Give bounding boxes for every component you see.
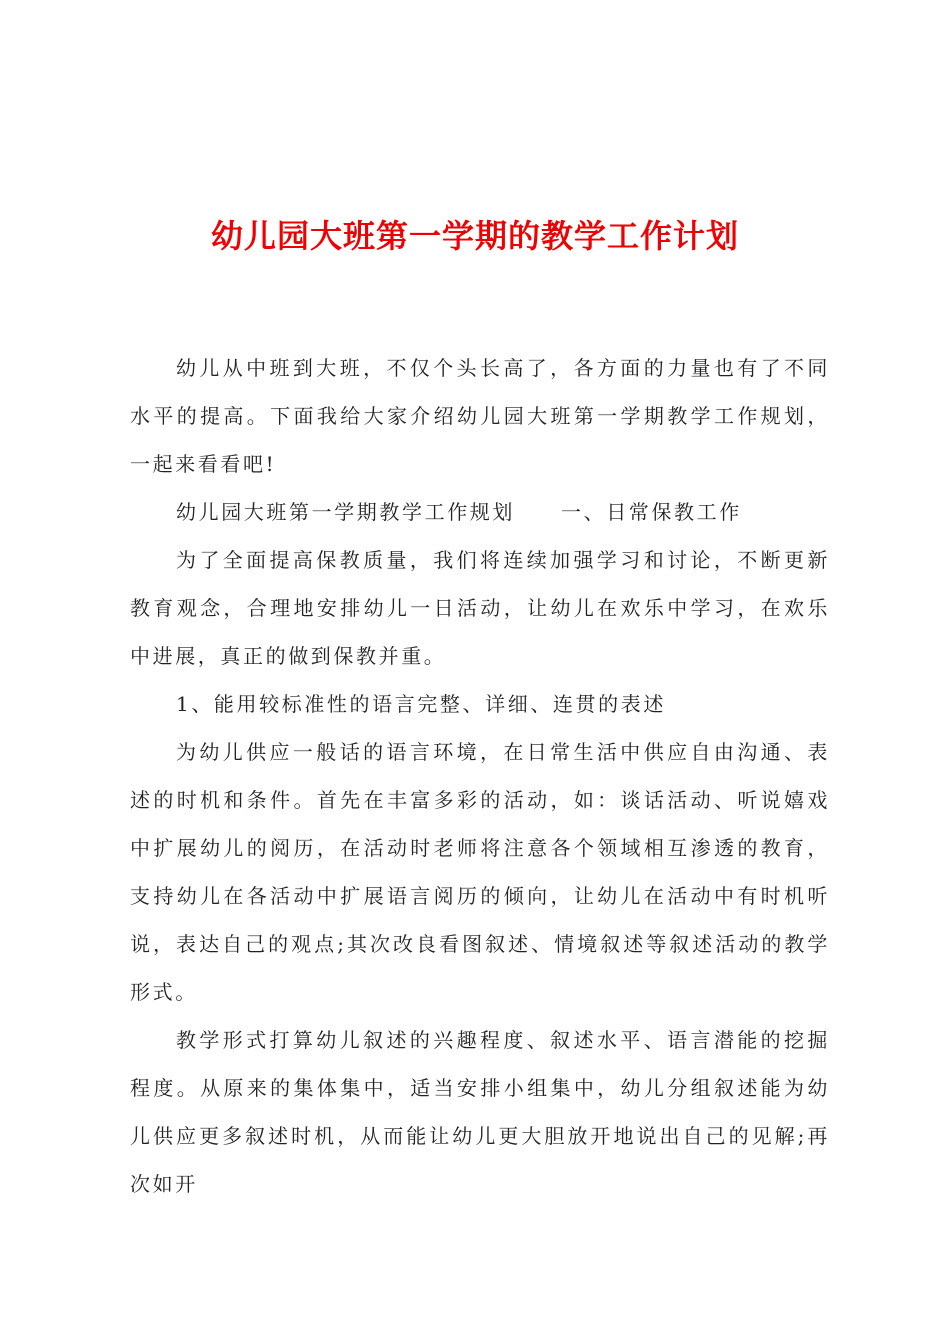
intro-paragraph: 幼儿从中班到大班，不仅个头长高了，各方面的力量也有了不同水平的提高。下面我给大家介绍幼儿园大班第一学期教学工作规划，一起来看看吧!	[130, 356, 830, 476]
plan-heading-line	[130, 488, 830, 536]
item-1-paragraph-2: 教学形式打算幼儿叙述的兴趣程度、叙述水平、语言潜能的挖掘程度。从原来的集体集中，适当安排小组集中，幼儿分组叙述能为幼儿供应更多叙述时机，从而能让幼儿更大胆放开地说出自己的见解;再次如开	[130, 1028, 830, 1196]
section-heading: 一、日常保教工作	[561, 500, 742, 524]
item-1-heading: 1、能用较标准性的语言完整、详细、连贯的表述	[176, 692, 666, 716]
plan-heading: 幼儿园大班第一学期教学工作规划	[176, 500, 515, 524]
document-title: 幼儿园大班第一学期的教学工作计划	[210, 217, 739, 255]
document-body	[130, 344, 830, 1208]
section-intro-paragraph: 为了全面提高保教质量，我们将连续加强学习和讨论，不断更新教育观念，合理地安排幼儿一日活动，让幼儿在欢乐中学习，在欢乐中进展，真正的做到保教并重。	[130, 548, 830, 668]
item-1-paragraph-1: 为幼儿供应一般话的语言环境，在日常生活中供应自由沟通、表述的时机和条件。首先在丰富多彩的活动，如：谈话活动、听说嬉戏中扩展幼儿的阅历，在活动时老师将注意各个领域相互渗透的教育，支持幼儿在各活动中扩展语言阅历的倾向，让幼儿在活动中有时机听说，表达自己的观点;其次改良看图叙述、情境叙述等叙述活动的教学形式。	[130, 740, 830, 1004]
